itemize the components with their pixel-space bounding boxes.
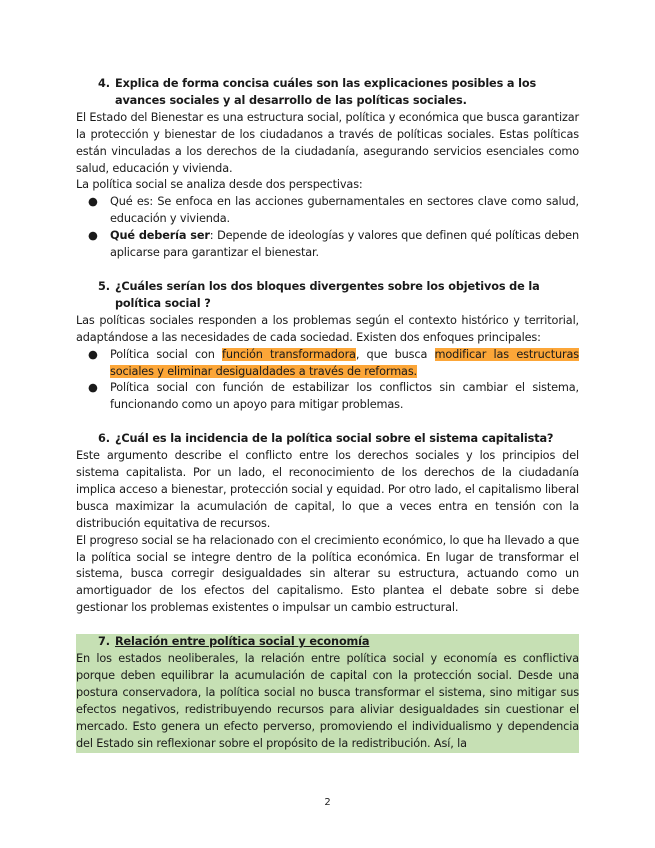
spacer	[76, 262, 579, 279]
list-item	[76, 347, 579, 381]
list-item	[76, 194, 579, 228]
question-5-heading	[76, 279, 579, 313]
text-run: , que busca	[355, 347, 435, 361]
paragraph: Las políticas sociales responden a los problemas según el contexto histórico y territorial, adaptándose a las necesidades de cada sociedad. Existen dos enfoques principales:	[76, 313, 579, 344]
bullet-list	[76, 194, 579, 262]
section-7	[76, 634, 579, 752]
text-run: Política social con	[110, 347, 223, 361]
bullet-icon: ●	[88, 381, 98, 395]
bullet-list	[76, 347, 579, 415]
bullet-icon: ●	[88, 229, 98, 243]
question-text: ¿Cuáles serían los dos bloques divergentes sobre los objetivos de la política social ?	[115, 279, 540, 310]
list-item-rest: : Depende de ideologías y valores que definen qué políticas deben aplicarse para garantizar el bienestar.	[110, 229, 579, 260]
list-item-text: Qué es: Se enfoca en las acciones gubernamentales en sectores clave como salud, educación y vivienda.	[110, 195, 579, 226]
page-number: 2	[324, 797, 331, 808]
paragraph: El progreso social se ha relacionado con el crecimiento económico, lo que ha llevado a que la política social se integre dentro de la política económica. En lugar de transformar el sistema, busca corregir desigualdades sin alterar su estructura, actuando como un amortiguador de los efectos del capitalismo. Esto plantea el debate sobre si debe gestionar los problemas existentes o impulsar un cambio estructural.	[76, 533, 579, 615]
paragraph: La política social se analiza desde dos perspectivas:	[76, 178, 363, 192]
question-number: 4.	[98, 77, 110, 90]
highlight-orange: función transformadora	[222, 347, 356, 361]
question-text: ¿Cuál es la incidencia de la política social sobre el sistema capitalista?	[115, 432, 554, 446]
bullet-icon: ●	[88, 347, 98, 361]
question-text: Relación entre política social y economía	[115, 635, 370, 649]
list-item-text: Política social con función de estabilizar los conflictos sin cambiar el sistema, funcionando como un apoyo para mitigar problemas.	[110, 381, 579, 412]
spacer	[76, 414, 579, 431]
paragraph: El Estado del Bienestar es una estructura social, política y económica que busca garantizar la protección y bienestar de los ciudadanos a través de políticas sociales. Estas políticas están vinculadas a los derechos de la ciudadanía, asegurando servicios esenciales como salud, educación y vivienda.	[76, 110, 579, 175]
highlight-orange: modificar las estructuras sociales y eliminar desigualdades a través de reformas.	[110, 347, 579, 378]
question-number: 5.	[98, 279, 110, 293]
question-7-heading	[76, 634, 579, 651]
spacer	[76, 617, 579, 634]
list-item-text	[110, 347, 579, 381]
paragraph-highlighted: En los estados neoliberales, la relación entre política social y economía es conflictiva porque deben equilibrar la acumulación de capital con la protección social. Desde una postura conservadora, la política social no busca transformar el sistema, sino mitigar sus efectos negativos, redistribuyendo recursos para aliviar desigualdades sin cuestionar el mercado. Esto genera un efecto perverso, promoviendo el individualismo y dependencia del Estado sin reflexionar sobre el propósito de la redistribución. Así, la	[76, 651, 579, 752]
question-number: 7.	[98, 635, 110, 649]
question-number: 6.	[98, 432, 110, 446]
list-item	[76, 380, 579, 414]
list-item-text	[110, 228, 579, 262]
question-text: Explica de forma concisa cuáles son las explicaciones posibles a los avances sociales y al desarrollo de las políticas sociales.	[115, 77, 537, 107]
bullet-icon: ●	[88, 195, 98, 209]
question-4-heading	[76, 76, 579, 110]
question-6-heading	[76, 431, 579, 448]
page-content	[76, 76, 579, 753]
paragraph: Este argumento describe el conflicto entre los derechos sociales y los principios del sistema capitalista. Por un lado, el reconocimiento de los derechos de la ciudadanía implica acceso a bienestar, protección social y equidad. Por otro lado, el capitalismo liberal busca maximizar la acumulación de capital, lo que a veces entra en tensión con la distribución equitativa de recursos.	[76, 449, 579, 530]
list-item	[76, 228, 579, 262]
bold-term: Qué debería ser	[110, 229, 210, 243]
